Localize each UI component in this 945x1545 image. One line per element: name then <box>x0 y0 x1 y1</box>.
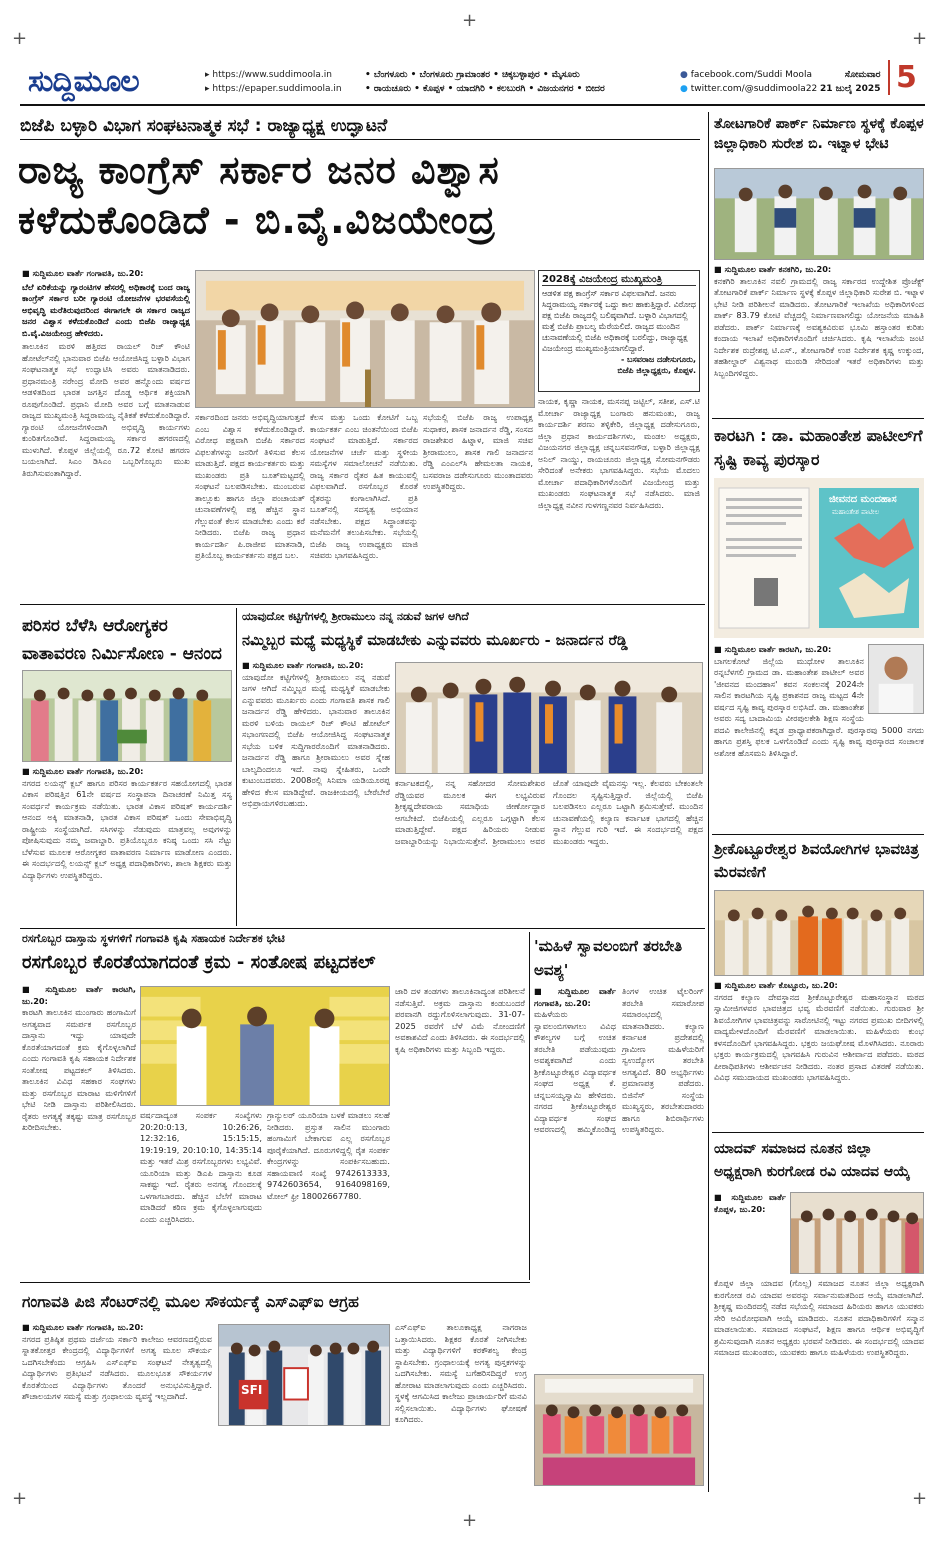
lead-body-3: ಕೆಲಸ ಮತ್ತು ಒಂದು ಕೋಟಿಗೆ ಒಬ್ಬ ಕಾರ್ಯಕರ್ತ ಎಂಬ ಚಿಂತನೆಯಿಂದ ಬಿಜೆಪಿ ಸಂಘಟನೆ ಮಾಡುತ್ತಿದೆ. ಸರ್ಕಾರದ ಯೋಜನೆಗಳ ಚರ್ಚೆ ಮತ್ತು ಸ್ಥಳೀಯ ಸಮಸ್ಯೆಗಳ ಸಮಾಲೋಚನೆ ನಡೆಯಿತು. ರಾಜ್ಯ ಸರ್ಕಾರ ರೈತರ ಹಿತ ಕಾಯುವಲ್ಲಿ ವಿಫಲವಾಗಿದೆ. ರಸಗೊಬ್ಬರ ಕೊರತೆ ರೈತರನ್ನು ಕಂಗಾಲಾಗಿಸಿದೆ. ಪ್ರತಿ ಬೂತ್‌ನಲ್ಲಿ ಸದಸ್ಯತ್ವ ಅಭಿಯಾನ ನಡೆಸಬೇಕು. ಪಕ್ಷದ ಸಿದ್ಧಾಂತವನ್ನು ಮನೆಮನೆಗೆ ತಲುಪಿಸಬೇಕು. ಸಭೆಯಲ್ಲಿ ಬಿಜೆಪಿ ರಾಜ್ಯ ಉಪಾಧ್ಯಕ್ಷರು ಮಾಜಿ ಸಚಿವರು ಭಾಗವಹಿಸಿದ್ದರು. <box>310 412 418 560</box>
divider <box>20 1282 530 1283</box>
book-author: ಮಹಾಂತೇಶ ಪಾಟೀಲ <box>832 508 880 516</box>
quote-box-attribution-1: - ಬಸವರಾಜ ದಡೇಸುಗೂರು, <box>620 355 696 364</box>
swami-column <box>714 980 924 1128</box>
edition-cities <box>365 68 665 96</box>
divider <box>712 1132 924 1133</box>
lead-body-4: ಸಭೆಯಲ್ಲಿ ಬಿಜೆಪಿ ರಾಜ್ಯ ಉಪಾಧ್ಯಕ್ಷ ಸುಧಾಕರ, ಶಾಸಕ ಜನಾರ್ದನ ರೆಡ್ಡಿ, ಸಂಸದ ರಾಜಶೇಖರ ಹಿಟ್ನಾಳ, ಮಾಜಿ ಸಚಿವ ಶ್ರೀರಾಮುಲು, ಶಾಸಕ ಗಾಲಿ ಜನಾರ್ದನ ರೆಡ್ಡಿ ಎಂಎಲ್‌ಸಿ ಹೇಮಲತಾ ನಾಯಕ, ಬಸವರಾಜ ದಡೇಸುಗೂರು ಮುಂತಾದವರು ಉಪಸ್ಥಿತರಿದ್ದರು. <box>423 412 533 491</box>
sfi-column-1 <box>22 1322 212 1488</box>
lead-photo <box>195 270 535 408</box>
fertilizer-body-4: ಜಾರಿ ದಳ ತಂಡಗಳು ತಾಲೂಕಿನಾದ್ಯಂತ ಪರಿಶೀಲನೆ ನಡೆಸುತ್ತಿವೆ. ಅಕ್ರಮ ದಾಸ್ತಾನು ಕಂಡುಬಂದರೆ ಪರವಾನಗಿ ರದ್ದುಗೊಳಿಸಲಾಗುವುದು. 31-07-2025 ರವರೆಗೆ ಬೆಳೆ ವಿಮೆ ನೋಂದಣಿಗೆ ಅವಕಾಶವಿದೆ ಎಂದು ತಿಳಿಸಿದರು. ಈ ಸಂದರ್ಭದಲ್ಲಿ ಕೃಷಿ ಅಧಿಕಾರಿಗಳು ಮತ್ತು ಸಿಬ್ಬಂದಿ ಇದ್ದರು. <box>395 986 525 1054</box>
issue-day: ಸೋಮವಾರ <box>844 70 881 80</box>
lead-body-2: ಸರ್ಕಾರದಿಂದ ಜನರು ಅಭಿವೃದ್ಧಿಯಾಗುತ್ತದೆ ಎಂಬ ವಿಶ್ವಾಸ ಕಳೆದುಕೊಂಡಿದ್ದಾರೆ. ವಿರೋಧ ಪಕ್ಷವಾಗಿ ಬಿಜೆಪಿ ಸರ್ಕಾರದ ವಿಫಲತೆಗಳನ್ನು ಜನರಿಗೆ ತಿಳಿಸುವ ಕೆಲಸ ಮಾಡುತ್ತಿದೆ. ಪಕ್ಷದ ಕಾರ್ಯಕರ್ತರು ಮತ್ತು ಮುಖಂಡರು ಪ್ರತಿ ಬೂತ್‌ಮಟ್ಟದಲ್ಲಿ ಸಂಘಟನೆ ಬಲಪಡಿಸಬೇಕು. ಮುಂಬರುವ ತಾಲ್ಲೂಕು ಹಾಗೂ ಜಿಲ್ಲಾ ಪಂಚಾಯತ್ ಚುನಾವಣೆಗಳಲ್ಲಿ ಪಕ್ಷ ಹೆಚ್ಚಿನ ಸ್ಥಾನ ಗೆಲ್ಲುವಂತೆ ಕೆಲಸ ಮಾಡಬೇಕು ಎಂದು ಕರೆ ನೀಡಿದರು. ಬಿಜೆಪಿ ರಾಜ್ಯ ಪ್ರಧಾನ ಕಾರ್ಯದರ್ಶಿ ಪಿ.ರಾಜೀವ ಮಾತನಾಡಿ, ಪ್ರತಿಯೊಬ್ಬ ಕಾರ್ಯಕರ್ತನು ಪಕ್ಷದ ಬಲ. <box>195 412 305 560</box>
fertilizer-column-3 <box>267 1110 390 1278</box>
quote-box <box>538 270 700 392</box>
book-title: ಜೀವನದ ಮಂದಹಾಸ <box>829 494 897 505</box>
women-byline: ■ ಸುದ್ದಿಮೂಲ ವಾರ್ತೆ ಗಂಗಾವತಿ, ಜು.20: <box>534 986 616 1008</box>
lead-column-1 <box>22 268 190 600</box>
issue-date <box>820 68 880 96</box>
award-column <box>714 644 924 830</box>
crop-mark: + <box>462 1510 478 1531</box>
fertilizer-column-1 <box>22 984 136 1278</box>
masthead-links <box>205 68 342 96</box>
lead-headline-line2: ಕಳೆದುಕೊಂಡಿದೆ - ಬಿ.ವೈ.ವಿಜಯೇಂದ್ರ <box>18 198 496 242</box>
women-body: ಮಹಿಳೆಯರು ಸ್ವಾವಲಂಬಿಗಳಾಗಲು ವಿವಿಧ ಕೌಶಲ್ಯಗಳ ಬಗ್ಗೆ ಉಚಿತ ತರಬೇತಿ ಪಡೆಯುವುದು ಅವಶ್ಯಕವಾಗಿದೆ ಎಂದು ಶ್ರೀಕೊಟ್ಟೂರೇಶ್ವರ ವಿದ್ಯಾವರ್ಧಕ ಸಂಘದ ಅಧ್ಯಕ್ಷ ಕೆ. ಚನ್ನಬಸಯ್ಯಸ್ವಾಮಿ ಹೇಳಿದರು. ನಗರದ ಶ್ರೀಕೊಟ್ಟೂರೇಶ್ವರ ವಿದ್ಯಾವರ್ಧಕ ಸಂಘದ ಆವರಣದಲ್ಲಿ ಹಮ್ಮಿಕೊಂಡಿದ್ದ ತಿಂಗಳ ಉಚಿತ ಟೈಲರಿಂಗ್ ತರಬೇತಿ ಸಮಾರೋಪ ಸಮಾರಂಭದಲ್ಲಿ ಮಾತನಾಡಿದರು. ಕಲ್ಯಾಣ ಕರ್ನಾಟಕ ಪ್ರದೇಶದಲ್ಲಿ ಗ್ರಾಮೀಣ ಮಹಿಳೆಯರಿಗೆ ಸ್ವಉದ್ಯೋಗ ತರಬೇತಿ ಅಗತ್ಯವಿದೆ. 80 ಅಭ್ಯರ್ಥಿಗಳು ಪ್ರಮಾಣಪತ್ರ ಪಡೆದರು. ಬಿಜಿನೆಸ್ ಸಂಸ್ಥೆಯ ಮುಖ್ಯಸ್ಥರು, ತರಬೇತುದಾರರು ಹಾಗೂ ಶಿಬಿರಾರ್ಥಿಗಳು ಉಪಸ್ಥಿತರಿದ್ದರು. <box>534 986 704 1134</box>
fertilizer-photo <box>140 986 390 1106</box>
right-top-body: ಕನಕಗಿರಿ ತಾಲೂಕಿನ ನವಲಿ ಗ್ರಾಮದಲ್ಲಿ ರಾಜ್ಯ ಸರ್ಕಾರದ ಉದ್ದೇಶಿತ ಪ್ರೊಜೆಕ್ಟ್ ತೋಟಗಾರಿಕೆ ಪಾರ್ಕ್ ನಿರ್ಮಾಣ ಸ್ಥಳಕ್ಕೆ ಕೊಪ್ಪಳ ಜಿಲ್ಲಾಧಿಕಾರಿ ಸುರೇಶ ಬಿ. ಇಟ್ನಾಳ ಭೇಟಿ ನೀಡಿ ಪರಿಶೀಲನೆ ಮಾಡಿದರು. ತೋಟಗಾರಿಕೆ ಇಲಾಖೆಯ ಅಧಿಕಾರಿಗಳಿಂದ ಪಾರ್ಕ್ 83.79 ಕೋಟಿ ವೆಚ್ಚದಲ್ಲಿ ನಿರ್ಮಾಣವಾಗಲಿದ್ದು ಯೋಜನೆಯ ಮಾಹಿತಿ ಪಡೆದರು. ಪಾರ್ಕ್ ನಿರ್ಮಾಣಕ್ಕೆ ಅವಶ್ಯಕವಿರುವ ಭೂಮಿ ಹಸ್ತಾಂತರ ಕುರಿತು ಕಂದಾಯ ಇಲಾಖೆ ಅಧಿಕಾರಿಗಳೊಂದಿಗೆ ಚರ್ಚಿಸಿದರು. ಕೃಷಿ ಇಲಾಖೆಯ ಜಂಟಿ ನಿರ್ದೇಶಕ ರುದ್ರೇಶಪ್ಪ ಟಿ.ಎಸ್., ತೋಟಗಾರಿಕೆ ಉಪ ನಿರ್ದೇಶಕ ಕೃಷ್ಣ ಉಕ್ಕುಂದ, ತಹಶೀಲ್ದಾರ್ ವಿಶ್ವನಾಥ ಮುರುಡಿ ಸೇರಿದಂತೆ ಇತರೆ ಅಧಿಕಾರಿಗಳು ಮತ್ತು ಸಿಬ್ಬಂದಿಗಳಿದ್ದರು. <box>714 275 924 378</box>
women-column <box>534 986 704 1278</box>
fertilizer-body-3: ಗ್ರಾನ್ಯುಲರ್ ಯೂರಿಯಾ ಬಳಕೆ ಮಾಡಲು ಸಲಹೆ ನೀಡಿದರು. ಪ್ರಸ್ತುತ ಸಾಲಿನ ಮುಂಗಾರು ಹಂಗಾಮಿಗೆ ಬೇಕಾಗುವ ಎಲ್ಲ ರಸಗೊಬ್ಬರ ಪೂರೈಕೆಯಾಗಿದೆ. ದೂರುಗಳಿದ್ದಲ್ಲಿ ರೈತ ಸಂಪರ್ಕ ಕೇಂದ್ರಗಳನ್ನು ಸಂಪರ್ಕಿಸಬಹುದು. ಸಹಾಯವಾಣಿ ಸಂಖ್ಯೆ 9742613333, 9742603654, 9164098169, ಟೋಲ್ ಫ್ರೀ 18002667780. <box>267 1110 390 1201</box>
yadav-column <box>714 1278 924 1488</box>
author-portrait <box>868 644 924 714</box>
quote-box-attribution-2: ಬಿಜೆಪಿ ಜಿಲ್ಲಾಧ್ಯಕ್ಷರು, ಕೊಪ್ಪಳ. <box>617 366 696 375</box>
lead-column-5 <box>538 396 700 602</box>
divider <box>20 928 705 929</box>
quote-box-title: 2028ಕ್ಕೆ ವಿಜಯೇಂದ್ರ ಮುಖ್ಯಮಂತ್ರಿ <box>542 274 696 286</box>
sfi-body-1: ನಗರದ ಪ್ರತಿಷ್ಠಿತ ಪ್ರಥಮ ದರ್ಜೆಯ ಸರ್ಕಾರಿ ಕಾಲೇಜು ಆವರಣದಲ್ಲಿರುವ ಸ್ನಾತಕೋತ್ತರ ಕೇಂದ್ರದಲ್ಲಿ ವಿದ್ಯಾರ್ಥಿಗಳಿಗೆ ಅಗತ್ಯ ಮೂಲ ಸೌಕರ್ಯ ಒದಗಿಸಬೇಕೆಂದು ಆಗ್ರಹಿಸಿ ಎಸ್‌ಎಫ್‌ಐ ಸಂಘಟನೆ ನೇತೃತ್ವದಲ್ಲಿ ವಿದ್ಯಾರ್ಥಿಗಳು ಪ್ರತಿಭಟನೆ ನಡೆಸಿದರು. ಮೂಲಭೂತ ಸೌಕರ್ಯಗಳ ಕೊರತೆಯಿಂದ ವಿದ್ಯಾರ್ಥಿಗಳು ತೊಂದರೆ ಅನುಭವಿಸುತ್ತಿದ್ದಾರೆ. ಶೌಚಾಲಯಗಳ ಸಮಸ್ಯೆ ಮತ್ತು ಗ್ರಂಥಾಲಯ ವ್ಯವಸ್ಥೆ ಇಲ್ಲದಾಗಿದೆ. <box>22 1333 212 1401</box>
lead-body-1: ತಾಲೂಕಿನ ಮರಳಿ ಹತ್ತಿರದ ರಾಯಲ್ ರಿಚ್ ಕೌಂಟಿ ಹೋಟೆಲ್‌ನಲ್ಲಿ ಭಾನುವಾರ ಬಿಜೆಪಿ ಆಯೋಜಿಸಿದ್ದ ಬಳ್ಳಾರಿ ವಿಭಾಗ ಸಂಘಟನಾತ್ಮಕ ಸಭೆ ಉದ್ಘಾಟಿಸಿ ಅವರು ಮಾತನಾಡಿದರು. ಪ್ರಧಾನಮಂತ್ರಿ ನರೇಂದ್ರ ಮೋದಿ ಅವರ ಹನ್ನೊಂದು ವರ್ಷದ ಆಡಳಿತದಿಂದ ಭಾರತ ಜಗತ್ತಿನ ದೊಡ್ಡ ಆರ್ಥಿಕ ಶಕ್ತಿಯಾಗಿ ರೂಪುಗೊಂಡಿದೆ. ಪ್ರಧಾನಿ ಮೋದಿ ಅವರ ಬಗ್ಗೆ ಮಾತನಾಡುವ ರಾಜ್ಯದ ಮುಖ್ಯಮಂತ್ರಿ ಸಿದ್ದರಾಮಯ್ಯ ನೈತಿಕತೆ ಕಳೆದುಕೊಂಡಿದ್ದಾರೆ. ಗ್ಯಾರಂಟಿ ಯೋಜನೆಗಳಿಂದಾಗಿ ಅಭಿವೃದ್ಧಿ ಕಾರ್ಯಗಳು ಕುಂಠಿತಗೊಂಡಿವೆ. ಸಿದ್ದರಾಮಯ್ಯ ಸರ್ಕಾರ ಹಗರಣದಲ್ಲಿ ಮುಳುಗಿದೆ. ಕೊಪ್ಪಳ ಜಿಲ್ಲೆಯಲ್ಲಿ ರೂ.72 ಕೋಟಿ ಹಗರಣ ಬಯಲಾಗಿದೆ. ಸಿಎಂ ಡಿಸಿಎಂ ಒಬ್ಬರಿಗೊಬ್ಬರು ಮುಖ ತಿರುಗಿಸುವಂತಾಗಿದ್ದಾರೆ. <box>22 341 190 478</box>
fertilizer-column-2 <box>140 1110 262 1278</box>
column-divider <box>529 932 530 1280</box>
environment-photo <box>22 670 232 762</box>
lead-column-3 <box>310 412 418 602</box>
swami-body: ನಗರದ ಕಲ್ಯಾಣ ದೇವಸ್ಥಾನದ ಶ್ರೀಕೊಟ್ಟೂರೇಶ್ವರ ಮಹಾಸಂಸ್ಥಾನ ಮಠದ ಸ್ವಾಮೀಜಿಗಳವರ ಭಾವಚಿತ್ರದ ಭವ್ಯ ಮೆರವಣಿಗೆ ನಡೆಯಿತು. ಗುರುವಾರ ಶ್ರೀ ಶಿವಯೋಗಿಗಳ ಭಾವಚಿತ್ರವನ್ನು ಸಾರೋಟಿನಲ್ಲಿ ಇಟ್ಟು ನಗರದ ಪ್ರಮುಖ ಬೀದಿಗಳಲ್ಲಿ ವಾದ್ಯಮೇಳದೊಂದಿಗೆ ಮೆರವಣಿಗೆ ಮಾಡಲಾಯಿತು. ಮಹಿಳೆಯರು ಕುಂಭ ಕಳಸದೊಂದಿಗೆ ಭಾಗವಹಿಸಿದ್ದರು. ಭಕ್ತರು ಜಯಘೋಷ ಮೊಳಗಿಸಿದರು. ನೂರಾರು ಭಕ್ತರು ಕಾರ್ಯಕ್ರಮದಲ್ಲಿ ಭಾಗವಹಿಸಿ ಗುರುವಿನ ಆಶೀರ್ವಾದ ಪಡೆದರು. ಮಠದ ಪೀಠಾಧಿಪತಿಗಳು ಆಶೀರ್ವಚನ ನೀಡಿದರು. ನಂತರ ಪ್ರಸಾದ ವಿತರಣೆ ನಡೆಯಿತು. ವಿವಿಧ ಸಮುದಾಯದ ಮುಖಂಡರು ಭಾಗವಹಿಸಿದ್ದರು. <box>714 991 924 1082</box>
fertilizer-column-4 <box>395 986 525 1278</box>
twitter-link[interactable]: twitter.com/@suddimoola22 <box>690 84 818 94</box>
environment-headline: ಪರಿಸರ ಬೆಳೆಸಿ ಆರೋಗ್ಯಕರ ವಾತಾವರಣ ನಿರ್ಮಿಸೋಣ - ಆನಂದ <box>22 616 222 664</box>
crop-mark: + <box>912 1488 928 1509</box>
masthead-logo: ಸುದ್ದಿಮೂಲ <box>28 64 139 99</box>
lead-kicker: ಬಿಜೆಪಿ ಬಳ್ಳಾರಿ ವಿಭಾಗ ಸಂಘಟನಾತ್ಮಕ ಸಭೆ : ರಾಜ್ಯಾಧ್ಯಕ್ಷ ಉದ್ಘಾಟನೆ <box>20 116 700 140</box>
right-top-column <box>714 264 924 414</box>
twitter-icon: ● <box>680 84 688 94</box>
reddy-body-2: ಕರ್ನಾಟಕದಲ್ಲಿ, ನನ್ನ ಸಹೋದರ ಸೋಮಶೇಖರ ರೆಡ್ಡಿಯವರ ಮೂಲಕ ಈಗ ಲಭ್ಯವಿರುವ ಶ್ರೀಕೃಷ್ಣದೇವರಾಯ ಸಮಾಧಿಯ ಜೀರ್ಣೋದ್ಧಾರ ಆಗಬೇಕಿದೆ. ಬಿಜೆಪಿಯಲ್ಲಿ ಎಲ್ಲರೂ ಒಗ್ಗಟ್ಟಾಗಿ ಕೆಲಸ ಮಾಡುತ್ತಿದ್ದೇವೆ. ಪಕ್ಷದ ಹಿರಿಯರು ನೀಡುವ ಜವಾಬ್ದಾರಿಯನ್ನು ನಿಭಾಯಿಸುತ್ತೇನೆ. ಶ್ರೀರಾಮುಲು ಅವರ ಜೊತೆ ಯಾವುದೇ ವೈಮನಸ್ಸು ಇಲ್ಲ. ಕೆಲವರು ಬೇಕಂತಲೇ ಗೊಂದಲ ಸೃಷ್ಟಿಸುತ್ತಿದ್ದಾರೆ. ಜಿಲ್ಲೆಯಲ್ಲಿ ಬಿಜೆಪಿ ಬಲಪಡಿಸಲು ಎಲ್ಲರೂ ಒಟ್ಟಾಗಿ ಶ್ರಮಿಸುತ್ತೇವೆ. ಮುಂದಿನ ಚುನಾವಣೆಯಲ್ಲಿ ಕಲ್ಯಾಣ ಕರ್ನಾಟಕ ಭಾಗದಲ್ಲಿ ಹೆಚ್ಚಿನ ಸ್ಥಾನ ಗೆಲ್ಲುವ ಗುರಿ ಇದೆ. ಈ ಸಂದರ್ಭದಲ್ಲಿ ಪಕ್ಷದ ಮುಖಂಡರು ಇದ್ದರು. <box>395 778 703 846</box>
fertilizer-kicker: ರಸಗೊಬ್ಬರ ದಾಸ್ತಾನು ಸ್ಥಳಗಳಿಗೆ ಗಂಗಾವತಿ ಕೃಷಿ ಸಹಾಯಕ ನಿರ್ದೇಶಕ ಭೇಟಿ <box>22 932 285 945</box>
fertilizer-headline: ರಸಗೊಬ್ಬರ ಕೊರತೆಯಾಗದಂತೆ ಕ್ರಮ - ಸಂತೋಷ ಪಟ್ಟದಕಲ್ <box>22 952 376 973</box>
lead-headline <box>18 145 703 245</box>
yadav-headline: ಯಾದವ್ ಸಮಾಜದ ನೂತನ ಜಿಲ್ಲಾ ಅಧ್ಯಕ್ಷರಾಗಿ ಕುರಗೋಡ ರವಿ ಯಾದವ ಆಯ್ಕೆ <box>714 1141 910 1180</box>
fertilizer-body-1: ಕಾರಟಗಿ ತಾಲೂಕಿನ ಮುಂಗಾರು ಹಂಗಾಮಿಗೆ ಅಗತ್ಯವಾದ ಸಮರ್ಪಕ ರಸಗೊಬ್ಬರ ದಾಸ್ತಾನು ಇದ್ದು ಯಾವುದೇ ಕೊರತೆಯಾಗದಂತೆ ಕ್ರಮ ಕೈಗೊಳ್ಳಲಾಗಿದೆ ಎಂದು ಗಂಗಾವತಿ ಕೃಷಿ ಸಹಾಯಕ ನಿರ್ದೇಶಕ ಸಂತೋಷ ಪಟ್ಟದಕಲ್ ತಿಳಿಸಿದರು. ತಾಲೂಕಿನ ವಿವಿಧ ಸಹಕಾರ ಸಂಘಗಳು ಮತ್ತು ರಸಗೊಬ್ಬರ ಮಾರಾಟ ಮಳಿಗೆಗಳಿಗೆ ಭೇಟಿ ನೀಡಿ ದಾಸ್ತಾನು ಪರಿಶೀಲಿಸಿದರು. ರೈತರು ಅಗತ್ಯಕ್ಕೆ ತಕ್ಕಷ್ಟು ಮಾತ್ರ ರಸಗೊಬ್ಬರ ಖರೀದಿಸಬೇಕು. <box>22 1007 136 1132</box>
yadav-photo <box>790 1192 924 1274</box>
award-headline: ಕಾರಟಗಿ : ಡಾ. ಮಹಾಂತೇಶ ಪಾಟೀಲ್‌ಗೆ ಸೃಷ್ಟಿ ಕಾವ್ಯ ಪುರಸ್ಕಾರ <box>714 426 923 469</box>
sfi-headline: ಗಂಗಾವತಿ ಪಿಜಿ ಸೆಂಟರ್‌ನಲ್ಲಿ ಮೂಲ ಸೌಕರ್ಯಕ್ಕೆ ಎಸ್‌ಎಫ್‌ಐ ಆಗ್ರಹ <box>22 1293 359 1311</box>
page-number: 5 <box>888 60 917 95</box>
sfi-body-2: ಎಸ್‌ಎಫ್‌ಐ ತಾಲೂಕಾಧ್ಯಕ್ಷ ನಾಗರಾಜ ಒತ್ತಾಯಿಸಿದರು. ಶಿಕ್ಷಕರ ಕೊರತೆ ನೀಗಿಸಬೇಕು ಮತ್ತು ವಿದ್ಯಾರ್ಥಿಗಳಿಗೆ ಕರಕೌಶಲ್ಯ ಕೇಂದ್ರ ಸ್ಥಾಪಿಸಬೇಕು. ಗ್ರಂಥಾಲಯಕ್ಕೆ ಅಗತ್ಯ ಪುಸ್ತಕಗಳನ್ನು ಒದಗಿಸಬೇಕು. ಸಮಸ್ಯೆ ಬಗೆಹರಿಸದಿದ್ದರೆ ಉಗ್ರ ಹೋರಾಟ ಮಾಡಲಾಗುವುದು ಎಂದು ಎಚ್ಚರಿಸಿದರು. ಸ್ಥಳಕ್ಕೆ ಆಗಮಿಸಿದ ಕಾಲೇಜು ಪ್ರಾಚಾರ್ಯರಿಗೆ ಮನವಿ ಸಲ್ಲಿಸಲಾಯಿತು. ವಿದ್ಯಾರ್ಥಿಗಳು ಘೋಷಣೆ ಕೂಗಿದರು. <box>395 1322 527 1424</box>
facebook-icon: ● <box>680 70 688 80</box>
lead-intro: ಬೆಲೆ ಏರಿಕೆಯನ್ನು ಗ್ಯಾರಂಟಿಗಳ ಹೆಸರಲ್ಲಿ ಅಧಿಕಾರಕ್ಕೆ ಬಂದ ರಾಜ್ಯ ಕಾಂಗ್ರೆಸ್ ಸರ್ಕಾರ ಬರೀ ಗ್ಯಾರಂಟಿ ಯೋಜನೆಗಳ ಭರವಸೆಯಲ್ಲಿ ಅಭಿವೃದ್ಧಿ ಮರೆತಿರುವುದರಿಂದ ಈಗಾಗಲೇ ಈ ಸರ್ಕಾರ ರಾಜ್ಯದ ಜನರ ವಿಶ್ವಾಸ ಕಳೆದುಕೊಂಡಿದೆ ಎಂದು ಬಿಜೆಪಿ ರಾಜ್ಯಾಧ್ಯಕ್ಷ ಬಿ.ವೈ.ವಿಜಯೇಂದ್ರ ಹೇಳಿದರು. <box>22 281 190 338</box>
crop-mark: + <box>12 28 28 49</box>
swami-byline: ■ ಸುದ್ದಿಮೂಲ ವಾರ್ತೆ ಕೊಟ್ಟೂರು, ಜು.20: <box>714 980 838 990</box>
masthead <box>20 60 925 106</box>
fertilizer-byline: ■ ಸುದ್ದಿಮೂಲ ವಾರ್ತೆ ಕಾರಟಗಿ, ಜು.20: <box>22 984 136 1006</box>
fertilizer-body-2: ವರ್ಷದಾದ್ಯಂತ ಸಂಪರ್ಕ ಸಂಖ್ಯೆಗಳು 20:20:0:13, 10:26:26, 12:32:16, 15:15:15, 19:19:19, 20:10:10, 14:35:14 ಮತ್ತು ಇತರೆ ಮಿಶ್ರ ರಸಗೊಬ್ಬರಗಳು ಲಭ್ಯವಿವೆ. ಯೂರಿಯಾ ಮತ್ತು ಡಿಎಪಿ ದಾಸ್ತಾನು ಕೂಡ ಸಾಕಷ್ಟು ಇದೆ. ರೈತರು ಅನಗತ್ಯ ಗೊಂದಲಕ್ಕೆ ಒಳಗಾಗಬಾರದು. ಹೆಚ್ಚಿನ ಬೆಲೆಗೆ ಮಾರಾಟ ಮಾಡಿದರೆ ಕಠಿಣ ಕ್ರಮ ಕೈಗೊಳ್ಳಲಾಗುವುದು ಎಂದು ಎಚ್ಚರಿಸಿದರು. <box>140 1110 262 1224</box>
reddy-body-1: ಯಾವುದೋ ಕಟ್ಟಿಗೆಗಳಲ್ಲಿ ಶ್ರೀರಾಮುಲು ನನ್ನ ನಡುವೆ ಜಗಳ ಆಗಿದೆ ನಮ್ಮಿಬ್ಬರ ಮಧ್ಯೆ ಮಧ್ಯಸ್ಥಿಕೆ ಮಾಡಬೇಕು ಎನ್ನುವವರು ಮೂರ್ಖರು ಎಂದು ಗಂಗಾವತಿ ಶಾಸಕ ಗಾಲಿ ಜನಾರ್ದನ ರೆಡ್ಡಿ ಹೇಳಿದರು. ಭಾನುವಾರ ತಾಲೂಕಿನ ಮರಳಿ ಬಳಿಯ ರಾಯಲ್ ರಿಚ್ ಕೌಂಟಿ ಹೋಟೆಲ್ ಸಭಾಂಗಣದಲ್ಲಿ ಬಿಜೆಪಿ ಆಯೋಜಿಸಿದ್ದ ಸಂಘಟನಾತ್ಮಕ ಸಭೆಯ ಬಳಿಕ ಸುದ್ದಿಗಾರರೊಂದಿಗೆ ಮಾತನಾಡಿದರು. ಜನಾರ್ದನ ರೆಡ್ಡಿ ಹಾಗೂ ಶ್ರೀರಾಮುಲು ಅವರ ಸ್ನೇಹ ಬಾಲ್ಯದಿಂದಲೂ ಇದೆ. ನಾವು ಸ್ನೇಹಿತರು, ಒಂದೇ ಕುಟುಂಬದವರು. 2008ರಲ್ಲಿ ಸಿನಿಮಾ ಯಡಿಯೂರಪ್ಪ ಹೇಳಿದ ಕೆಲಸ ಮಾಡಿದ್ದೇವೆ. ರಾಜಕೀಯದಲ್ಲಿ ಬೇರೆಬೇರೆ ಅಭಿಪ್ರಾಯಗಳಿರಬಹುದು. <box>242 671 390 808</box>
yadav-column-left <box>714 1192 786 1282</box>
divider <box>712 418 924 419</box>
award-byline: ■ ಸುದ್ದಿಮೂಲ ವಾರ್ತೆ ಕಾರಟಗಿ, ಜು.20: <box>714 644 832 654</box>
reddy-column-1 <box>242 660 390 922</box>
sfi-column-2 <box>395 1322 527 1488</box>
edition-cities-line2: • ರಾಯಚೂರು • ಕೊಪ್ಪಳ • ಯಾದಗಿರಿ • ಕಲಬುರಗಿ • ವಿಜಯನಗರ • ಬೀದರ <box>365 84 605 94</box>
women-headline: 'ಮಹಿಳೆ ಸ್ವಾವಲಂಬಿಗೆ ತರಬೇತಿ ಅವಶ್ಯ' <box>534 937 683 979</box>
swami-photo <box>714 890 924 976</box>
sfi-byline: ■ ಸುದ್ದಿಮೂಲ ವಾರ್ತೆ ಗಂಗಾವತಿ, ಜು.20: <box>22 1322 144 1332</box>
lead-column-2 <box>195 412 305 602</box>
sfi-photo <box>218 1324 390 1426</box>
book-cover <box>714 478 924 638</box>
globe-icon: ▸ <box>205 70 213 80</box>
reddy-column-2 <box>395 778 703 924</box>
facebook-link[interactable]: facebook.com/Suddi Moola <box>690 70 812 80</box>
epaper-link[interactable]: https://epaper.suddimoola.in <box>212 84 342 94</box>
environment-byline: ■ ಸುದ್ದಿಮೂಲ ವಾರ್ತೆ ಗಂಗಾವತಿ, ಜು.20: <box>22 766 144 776</box>
lead-column-4 <box>423 412 533 602</box>
website-link[interactable]: https://www.suddimoola.in <box>212 70 332 80</box>
reddy-kicker: ಯಾವುದೋ ಕಟ್ಟಿಗೆಗಳಲ್ಲಿ ಶ್ರೀರಾಮುಲು ನನ್ನ ನಡುವೆ ಜಗಳ ಆಗಿದೆ <box>242 610 469 623</box>
swami-headline: ಶ್ರೀಕೊಟ್ಟೂರೇಶ್ವರ ಶಿವಯೋಗಿಗಳ ಭಾವಚಿತ್ರ ಮೆರವಣಿಗೆ <box>714 840 919 881</box>
column-divider <box>236 608 237 926</box>
women-photo <box>534 1374 704 1486</box>
issue-date-text: 21 ಜುಲೈ 2025 <box>820 84 881 94</box>
divider <box>712 834 924 835</box>
divider <box>20 604 705 605</box>
right-top-photo <box>714 168 924 260</box>
yadav-byline: ■ ಸುದ್ದಿಮೂಲ ವಾರ್ತೆ ಕೊಪ್ಪಳ, ಜು.20: <box>714 1192 786 1214</box>
crop-mark: + <box>462 10 478 31</box>
reddy-photo <box>395 662 703 774</box>
crop-mark: + <box>12 1488 28 1509</box>
lead-headline-line1: ರಾಜ್ಯ ಕಾಂಗ್ರೆಸ್ ಸರ್ಕಾರ ಜನರ ವಿಶ್ವಾಸ <box>18 148 500 192</box>
column-divider <box>708 112 709 1492</box>
sfi-flag-text: SFI <box>241 1383 263 1397</box>
environment-body: ನಗರದ ಲಯನ್ಸ್ ಕ್ಲಬ್ ಹಾಗೂ ಪರಿಸರ ಕಾರ್ಯಕರ್ತರ ಸಹಯೋಗದಲ್ಲಿ ಭಾರತ ವಿಕಾಸ ಪರಿಷತ್ತಿನ 61ನೇ ವರ್ಷದ ಸಂಸ್ಥಾಪನಾ ದಿನಾಚರಣೆ ನಿಮಿತ್ತ ಸಸ್ಯ ಸಂವರ್ಧನೆ ಕಾರ್ಯಕ್ರಮ ನಡೆಯಿತು. ಭಾರತ ವಿಕಾಸ ಪರಿಷತ್ ಕಾರ್ಯದರ್ಶಿ ಆನಂದ ಅಕ್ಕಿ ಮಾತನಾಡಿ, ಭಾರತ ವಿಕಾಸ ಪರಿಷತ್ ಒಂದು ಸೇವಾಭಿವೃದ್ಧಿ ರಾಷ್ಟ್ರೀಯ ಸಂಸ್ಥೆಯಾಗಿದೆ. ಸಸಿಗಳನ್ನು ನೆಡುವುದು ಮಾತ್ರವಲ್ಲ ಅವುಗಳನ್ನು ಪೋಷಿಸುವುದು ನಮ್ಮ ಜವಾಬ್ದಾರಿ. ಪ್ರತಿಯೊಬ್ಬರೂ ಕನಿಷ್ಠ ಒಂದು ಸಸಿ ನೆಟ್ಟು ಬೆಳೆಸುವ ಮೂಲಕ ಆರೋಗ್ಯಕರ ವಾತಾವರಣ ನಿರ್ಮಾಣ ಮಾಡೋಣ ಎಂದರು. ಈ ಸಂದರ್ಭದಲ್ಲಿ ಲಯನ್ಸ್ ಕ್ಲಬ್ ಅಧ್ಯಕ್ಷ ಪದಾಧಿಕಾರಿಗಳು, ಶಾಲಾ ಶಿಕ್ಷಕರು ಮತ್ತು ವಿದ್ಯಾರ್ಥಿಗಳು ಉಪಸ್ಥಿತರಿದ್ದರು. <box>22 777 232 880</box>
right-top-byline: ■ ಸುದ್ದಿಮೂಲ ವಾರ್ತೆ ಕನಕಗಿರಿ, ಜು.20: <box>714 264 832 274</box>
environment-column <box>22 766 232 924</box>
lead-byline: ■ ಸುದ್ದಿಮೂಲ ವಾರ್ತೆ ಗಂಗಾವತಿ, ಜು.20: <box>22 268 144 278</box>
award-body: ಬಾಗಲಕೋಟೆ ಜಿಲ್ಲೆಯ ಮುಧೋಳ ತಾಲೂಕಿನ ರನ್ನಬೆಳಗಲಿ ಗ್ರಾಮದ ಡಾ. ಮಹಾಂತೇಶ ಪಾಟೀಲ್ ಅವರ 'ಜೀವನದ ಮಂದಹಾಸ' ಕವನ ಸಂಕಲನಕ್ಕೆ 2024ನೇ ಸಾಲಿನ ಕಾರಟಗಿಯ ಸೃಷ್ಟಿ ಪ್ರಕಾಶನದ ರಾಜ್ಯ ಮಟ್ಟದ 4ನೇ ವರ್ಷದ ಸೃಷ್ಟಿ ಕಾವ್ಯ ಪುರಸ್ಕಾರ ಲಭಿಸಿದೆ. ಡಾ. ಮಹಾಂತೇಶ ಅವರು ಸದ್ಯ ಬಾದಾಮಿಯ ವೀರಪುಲಕೇಶಿ ಶಿಕ್ಷಣ ಸಂಸ್ಥೆಯ ಪದವಿ ಕಾಲೇಜಿನಲ್ಲಿ ಕನ್ನಡ ಪ್ರಾಧ್ಯಾಪಕರಾಗಿದ್ದಾರೆ. ಪುರಸ್ಕಾರವು 5000 ನಗದು ಹಾಗೂ ಪ್ರಶಸ್ತಿ ಫಲಕ ಒಳಗೊಂಡಿದೆ ಎಂದು ಸೃಷ್ಟಿ ಕಾವ್ಯ ಪುರಸ್ಕಾರದ ಸಂಚಾಲಕ ಅಶೋಕ ಹೊಸಮನಿ ತಿಳಿಸಿದ್ದಾರೆ. <box>714 655 924 758</box>
social-links <box>680 68 817 96</box>
edition-cities-line1: • ಬೆಂಗಳೂರು • ಬೆಂಗಳೂರು ಗ್ರಾಮಾಂತರ • ಚಿಕ್ಕಬಳ್ಳಾಪುರ • ಮೈಸೂರು <box>365 70 580 80</box>
reddy-byline: ■ ಸುದ್ದಿಮೂಲ ವಾರ್ತೆ ಗಂಗಾವತಿ, ಜು.20: <box>242 660 364 670</box>
quote-box-text: ಆಡಳಿತ ಪಕ್ಷ ಕಾಂಗ್ರೆಸ್ ಸರ್ಕಾರ ವಿಫಲವಾಗಿದೆ. ಜನರು ಸಿದ್ದರಾಮಯ್ಯ ಸರ್ಕಾರಕ್ಕೆ ಒದ್ದು ಕಾಲ ಹಾಕುತ್ತಿದ್ದಾರೆ. ವಿರೋಧ ಪಕ್ಷ ಬಿಜೆಪಿ ರಾಜ್ಯದಲ್ಲಿ ಬಲಿಷ್ಠವಾಗಿದೆ. ಬಳ್ಳಾರಿ ವಿಭಾಗದಲ್ಲಿ ಮತ್ತೆ ಬಿಜೆಪಿ ಪ್ರಾಬಲ್ಯ ಮೆರೆಯಲಿದೆ. ರಾಜ್ಯದ ಮುಂದಿನ ಚುನಾವಣೆಯಲ್ಲಿ ಬಿಜೆಪಿ ಅಧಿಕಾರಕ್ಕೆ ಬರಲಿದ್ದು, ರಾಜ್ಯಾಧ್ಯಕ್ಷ ವಿಜಯೇಂದ್ರ ಮುಖ್ಯಮಂತ್ರಿಯಾಗಲಿದ್ದಾರೆ. <box>542 289 696 353</box>
globe-icon: ▸ <box>205 84 213 94</box>
right-top-headline: ತೋಟಗಾರಿಕೆ ಪಾರ್ಕ್ ನಿರ್ಮಾಣ ಸ್ಥಳಕ್ಕೆ ಕೊಪ್ಪಳ ಜಿಲ್ಲಾಧಿಕಾರಿ ಸುರೇಶ ಬಿ. ಇಟ್ನಾಳ ಭೇಟಿ <box>714 116 924 152</box>
reddy-headline: ನಮ್ಮಿಬ್ಬರ ಮಧ್ಯೆ ಮಧ್ಯಸ್ಥಿಕೆ ಮಾಡಬೇಕು ಎನ್ನುವವರು ಮೂರ್ಖರು - ಜನಾರ್ದನ ರೆಡ್ಡಿ <box>242 633 628 649</box>
crop-mark: + <box>912 28 928 49</box>
lead-body-5: ನಾಯಕ, ಕೃಷ್ಣಾ ನಾಯಕ, ಮಸನಪ್ಪ ಜಟ್ಟಿಲ್, ಸತೀಶ, ಎಸ್.ಟಿ ಮೋರ್ಚಾ ರಾಜ್ಯಾಧ್ಯಕ್ಷ ಬಂಗಾರು ಹನುಮಂತು, ರಾಜ್ಯ ಕಾರ್ಯದರ್ಶಿ ಶರಣು ತಳ್ಳಿಕೇರಿ, ಜಿಲ್ಲಾಧ್ಯಕ್ಷ ದಡೇಸುಗೂರು, ಜಿಲ್ಲಾ ಪ್ರಧಾನ ಕಾರ್ಯದರ್ಶಿಗಳು, ಮಂಡಲ ಅಧ್ಯಕ್ಷರು, ವಿಜಯನಗರ ಜಿಲ್ಲಾಧ್ಯಕ್ಷ ಚನ್ನಬಸವನಗೌಡ, ಬಳ್ಳಾರಿ ಜಿಲ್ಲಾಧ್ಯಕ್ಷ ಅನಿಲ್ ನಾಯ್ಡು, ರಾಯಚೂರು ಜಿಲ್ಲಾಧ್ಯಕ್ಷ ಸೋಮನಗೌಡರು ಸೇರಿದಂತೆ ಅನೇಕರು ಭಾಗವಹಿಸಿದ್ದರು. ಸಭೆಯ ಮೊದಲು ಮೋರ್ಚಾ ಪದಾಧಿಕಾರಿಗಳೊಂದಿಗೆ ವಿಜಯೇಂದ್ರ ಮತ್ತು ಮುಖಂಡರು ಸಂಘಟನಾತ್ಮಕ ಸಭೆ ನಡೆಸಿದರು. ಮಾಜಿ ಜಿಲ್ಲಾಧ್ಯಕ್ಷ ನವೀನ ಗುಳಗಣ್ಣನವರ ನಿರ್ವಹಿಸಿದರು. <box>538 396 700 510</box>
yadav-body: ಕೊಪ್ಪಳ ಜಿಲ್ಲಾ ಯಾದವ (ಗೊಲ್ಲ) ಸಮಾಜದ ನೂತನ ಜಿಲ್ಲಾ ಅಧ್ಯಕ್ಷರಾಗಿ ಕುರಗೋಡ ರವಿ ಯಾದವ ಅವರನ್ನು ಸರ್ವಾನುಮತದಿಂದ ಆಯ್ಕೆ ಮಾಡಲಾಗಿದೆ. ಶ್ರೀಕೃಷ್ಣ ಮಂದಿರದಲ್ಲಿ ನಡೆದ ಸಭೆಯಲ್ಲಿ ಸಮಾಜದ ಹಿರಿಯರು ಹಾಗೂ ಯುವಕರು ಸೇರಿ ಅವಿರೋಧವಾಗಿ ಆಯ್ಕೆ ಮಾಡಿದರು. ನೂತನ ಪದಾಧಿಕಾರಿಗಳಿಗೆ ಸನ್ಮಾನ ಮಾಡಲಾಯಿತು. ಸಮಾಜದ ಸಂಘಟನೆ, ಶಿಕ್ಷಣ ಹಾಗೂ ಆರ್ಥಿಕ ಅಭಿವೃದ್ಧಿಗೆ ಶ್ರಮಿಸುವುದಾಗಿ ನೂತನ ಅಧ್ಯಕ್ಷರು ಭರವಸೆ ನೀಡಿದರು. ಈ ಸಂದರ್ಭದಲ್ಲಿ ಯಾದವ ಸಮಾಜದ ಮುಖಂಡರು, ಯುವಕರು ಹಾಗೂ ಮಹಿಳೆಯರು ಉಪಸ್ಥಿತರಿದ್ದರು. <box>714 1278 924 1357</box>
